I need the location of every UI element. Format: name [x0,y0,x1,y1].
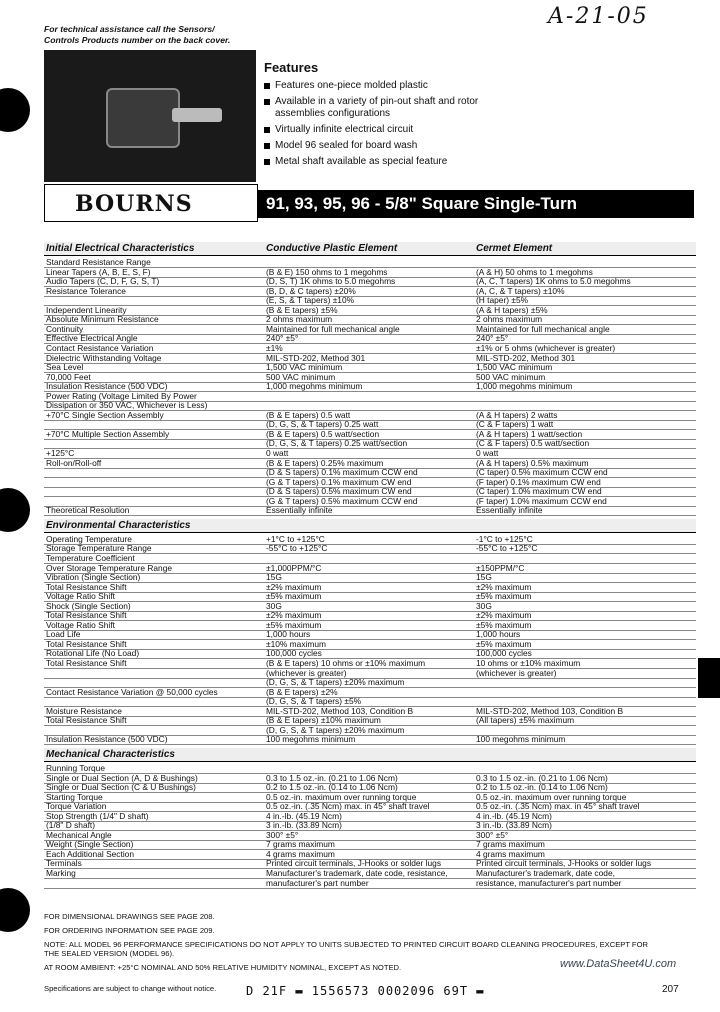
conductive-plastic-value: 1,000 hours [266,629,311,640]
spec-parameter: (1/8" D shaft) [46,820,96,831]
spec-parameter: Contact Resistance Variation @ 50,000 cycles [46,686,218,697]
cermet-value: 4 grams maximum [476,848,545,859]
feature-item: Virtually infinite electrical circuit [264,124,484,136]
conductive-plastic-value: manufacturer's part number [266,877,369,888]
conductive-plastic-value: Essentially infinite [266,505,333,516]
cermet-value: 500 VAC minimum [476,371,546,382]
feature-item: Available in a variety of pin-out shaft and rotor assemblies configurations [264,96,484,120]
footer-barcode-text: D 21F ▬ 1556573 0002096 69T ▬ [246,984,485,998]
conductive-plastic-value: (D, G, S, & T tapers) 0.25 watt/section [266,438,408,449]
spec-parameter: Insulation Resistance (500 VDC) [46,734,168,745]
spec-parameter: Total Resistance Shift [46,610,127,621]
conductive-plastic-value: 15G [266,572,282,583]
cermet-value: resistance, manufacturer's part number [476,877,622,888]
conductive-plastic-value: (B & E tapers) 10 ohms or ±10% maximum [266,658,426,668]
cermet-value: (whichever is greater) [476,667,557,678]
conductive-plastic-value: (G & T tapers) 0.5% maximum CCW end [266,495,418,506]
conductive-plastic-value: 4 grams maximum [266,848,335,859]
footnote: Specifications are subject to change without notice. [44,984,217,993]
conductive-plastic-value: (B & E tapers) 0.25% maximum [266,457,384,468]
cermet-value: (A & H) 50 ohms to 1 megohms [476,266,593,277]
conductive-plastic-value: 0 watt [266,448,289,458]
spec-parameter: Contact Resistance Variation [46,342,154,353]
conductive-plastic-value: ±2% maximum [266,581,322,592]
cermet-value: (C taper) 0.5% maximum CCW end [476,467,608,478]
conductive-plastic-value: 30G [266,600,282,611]
conductive-plastic-value: (B, D, & C tapers) ±20% [266,285,356,296]
conductive-plastic-value: (B & E tapers) ±10% maximum [266,715,381,726]
conductive-plastic-value: Printed circuit terminals, J-Hooks or solder lugs [266,858,442,869]
cermet-value: (H taper) ±5% [476,295,529,306]
cermet-value: 2 ohms maximum [476,314,543,325]
cermet-value: 30G [476,600,492,611]
spec-parameter: Independent Linearity [46,304,127,315]
spec-parameter: Operating Temperature [46,533,132,544]
electrical-heading-label: Initial Electrical Characteristics [46,243,195,254]
spec-parameter: Moisture Resistance [46,705,122,716]
spec-parameter: Weight (Single Section) [46,839,134,850]
cermet-value: ±150PPM/°C [476,562,525,573]
cermet-value: 3 in.-lb. (33.89 Ncm) [476,820,552,831]
cermet-value: Manufacturer's trademark, date code, [476,868,615,878]
spec-parameter: Running Torque [46,762,105,773]
conductive-plastic-value: 500 VAC minimum [266,371,336,382]
cermet-value: 1,000 megohms minimum [476,381,573,392]
cermet-value: (A & H tapers) 0.5% maximum [476,457,589,468]
conductive-plastic-value: Manufacturer's trademark, date code, resistance, [266,868,448,878]
spec-parameter: +70°C Single Section Assembly [46,409,164,420]
conductive-plastic-value: 2 ohms maximum [266,314,333,325]
cermet-value: 7 grams maximum [476,839,545,850]
spec-parameter: Resistance Tolerance [46,285,126,296]
binder-hole-bottom [0,888,30,932]
cermet-value: ±2% maximum [476,610,532,621]
cermet-value: 0.5 oz.-in. maximum over running torque [476,791,627,802]
cermet-value: (A & H tapers) 2 watts [476,409,558,420]
spec-parameter: Absolute Minimum Resistance [46,314,159,325]
conductive-plastic-value: MIL-STD-202, Method 103, Condition B [266,705,414,716]
spec-parameter: +125°C [46,448,75,458]
spec-parameter: Roll-on/Roll-off [46,457,102,468]
cermet-value: ±5% maximum [476,638,532,649]
conductive-plastic-value: ±5% maximum [266,619,322,630]
conductive-plastic-value: (B & E tapers) 0.5 watt/section [266,428,380,439]
cermet-value: ±5% maximum [476,591,532,602]
conductive-plastic-value: 0.2 to 1.5 oz.-in. (0.14 to 1.06 Ncm) [266,782,398,793]
spec-parameter: Voltage Ratio Shift [46,591,115,602]
spec-parameter: Continuity [46,323,84,334]
conductive-plastic-value: ±1,000PPM/°C [266,562,322,573]
assistance-note: For technical assistance call the Sensors/ Controls Products number on the back cover. [44,24,231,45]
cermet-value: Essentially infinite [476,505,543,516]
cermet-value: (C & F tapers) 1 watt [476,419,554,430]
spec-parameter: Torque Variation [46,801,107,812]
spec-parameter: 70,000 Feet [46,371,91,382]
cermet-value: 10 ohms or ±10% maximum [476,658,581,668]
cermet-value: 100 megohms minimum [476,734,566,745]
feature-item: Model 96 sealed for board wash [264,140,484,152]
conductive-plastic-value: (B & E tapers) ±2% [266,686,338,697]
spec-parameter: Dielectric Withstanding Voltage [46,352,162,363]
cermet-value: 240° ±5° [476,333,509,344]
potentiometer-body [106,88,180,148]
cermet-value: 0.2 to 1.5 oz.-in. (0.14 to 1.06 Ncm) [476,782,608,793]
spec-parameter: Over Storage Temperature Range [46,562,173,573]
conductive-plastic-value: Maintained for full mechanical angle [266,323,400,334]
spec-parameter: +70°C Multiple Section Assembly [46,428,170,439]
conductive-plastic-value: ±10% maximum [266,638,326,649]
cermet-value: ±1% or 5 ohms (whichever is greater) [476,342,616,353]
spec-parameter: Single or Dual Section (A, D & Bushings) [46,772,198,783]
product-title: 91, 93, 95, 96 - 5/8" Square Single-Turn [258,190,694,218]
cermet-value: (C & F tapers) 0.5 watt/section [476,438,590,449]
spec-parameter: Standard Resistance Range [46,257,151,267]
spec-parameter: Dissipation or 350 VAC, Whichever is Less) [46,400,208,411]
footnote: FOR DIMENSIONAL DRAWINGS SEE PAGE 208. [44,912,215,921]
product-photo [44,50,256,182]
spec-parameter: Total Resistance Shift [46,581,127,592]
conductive-plastic-value: 1,000 megohms minimum [266,381,363,392]
spec-parameter: Insulation Resistance (500 VDC) [46,381,168,392]
spec-row [44,734,696,745]
conductive-plastic-value: 0.5 oz.-in. (.35 Ncm) max. in 45° shaft travel [266,801,430,812]
cermet-value: Printed circuit terminals, J-Hooks or solder lugs [476,858,652,869]
footnote: FOR ORDERING INFORMATION SEE PAGE 209. [44,926,215,935]
footnote: NOTE: ALL MODEL 96 PERFORMANCE SPECIFICATIONS DO NOT APPLY TO UNITS SUBJECTED TO PRINTED CIRCUIT BOARD CLEANING PROCEDURES, EXCEPT FOR THE SEALED VERSION (MODEL 96). [44,940,648,958]
cermet-value: ±5% maximum [476,619,532,630]
spec-parameter: Single or Dual Section (C & U Bushings) [46,782,196,793]
spec-parameter: Voltage Ratio Shift [46,619,115,630]
conductive-plastic-value: (whichever is greater) [266,667,347,678]
cermet-value: (A & H tapers) ±5% [476,304,548,315]
mechanical-section-heading [44,748,696,762]
conductive-plastic-value: ±1% [266,342,283,353]
spec-parameter: Power Rating (Voltage Limited By Power [46,390,197,401]
spec-parameter: Load Life [46,629,81,640]
conductive-plastic-value: 7 grams maximum [266,839,335,850]
spec-parameter: Sea Level [46,362,84,373]
features-heading: Features [264,60,319,75]
conductive-plastic-value: +1°C to +125°C [266,533,325,544]
spec-parameter: Mechanical Angle [46,829,112,840]
cermet-column-header: Cermet Element [476,243,553,254]
spec-parameter: Terminals [46,858,82,869]
spec-parameter: Starting Torque [46,791,103,802]
page-number: 207 [662,984,679,995]
conductive-plastic-value: (D, G, S, & T tapers) ±20% maximum [266,677,405,688]
spec-row [44,878,696,889]
spec-parameter: Vibration (Single Section) [46,572,141,583]
watermark: www.DataSheet4U.com [560,958,677,970]
cermet-value: (C taper) 1.0% maximum CW end [476,486,602,497]
conductive-plastic-value: (D, G, S, & T tapers) ±20% maximum [266,724,405,735]
cermet-value: 300° ±5° [476,829,509,840]
cermet-value: ±2% maximum [476,581,532,592]
cermet-value: -55°C to +125°C [476,543,538,554]
spec-parameter: Each Additional Section [46,848,134,859]
conductive-plastic-value: (E, S, & T tapers) ±10% [266,295,355,306]
spec-parameter: Total Resistance Shift [46,658,127,668]
feature-item: Metal shaft available as special feature [264,156,484,168]
spec-parameter: Stop Strength (1/4" D shaft) [46,810,149,821]
spec-parameter: Theoretical Resolution [46,505,130,516]
binder-hole-top [0,88,30,132]
conductive-plastic-column-header: Conductive Plastic Element [266,243,398,254]
spec-parameter: Total Resistance Shift [46,638,127,649]
conductive-plastic-value: 100,000 cycles [266,648,322,659]
conductive-plastic-value: 3 in.-lb. (33.89 Ncm) [266,820,342,831]
cermet-value: 0.5 oz.-in. (.35 Ncm) max. in 45° shaft travel [476,801,640,812]
conductive-plastic-value: 300° ±5° [266,829,299,840]
bourns-logo: BOURNS [75,191,193,217]
handwritten-date: A-21-05 [548,4,649,29]
conductive-plastic-value: (D & S tapers) 0.5% maximum CW end [266,486,412,497]
mechanical-heading-label: Mechanical Characteristics [46,748,175,760]
conductive-plastic-value: (D & S tapers) 0.1% maximum CCW end [266,467,418,478]
cermet-value: 1,000 hours [476,629,521,640]
cermet-value: 4 in.-lb. (45.19 Ncm) [476,810,552,821]
spec-parameter: Marking [46,868,76,878]
conductive-plastic-value: (B & E) 150 ohms to 1 megohms [266,266,388,277]
conductive-plastic-value: (G & T tapers) 0.1% maximum CW end [266,476,412,487]
section-tab-mark [698,658,720,698]
spec-parameter: Rotational Life (No Load) [46,648,140,659]
cermet-value: MIL-STD-202, Method 301 [476,352,576,363]
spec-parameter: Audio Tapers (C, D, F, G, S, T) [46,276,160,287]
conductive-plastic-value: 0.5 oz.-in. maximum over running torque [266,791,417,802]
spec-parameter: Total Resistance Shift [46,715,127,726]
binder-hole-middle [0,488,30,532]
cermet-value: (A, C, & T tapers) ±10% [476,285,565,296]
spec-parameter: Linear Tapers (A, B, E, S, F) [46,266,151,277]
conductive-plastic-value: ±5% maximum [266,591,322,602]
conductive-plastic-value: MIL-STD-202, Method 301 [266,352,366,363]
environmental-heading-label: Environmental Characteristics [46,519,191,531]
conductive-plastic-value: 240° ±5° [266,333,299,344]
electrical-section-heading [44,242,696,256]
potentiometer-shaft [172,108,222,122]
spec-parameter: Shock (Single Section) [46,600,131,611]
conductive-plastic-value: -55°C to +125°C [266,543,328,554]
footnote: AT ROOM AMBIENT: +25°C NOMINAL AND 50% RELATIVE HUMIDITY NOMINAL, EXCEPT AS NOTED. [44,963,402,972]
conductive-plastic-value: (D, G, S, & T tapers) 0.25 watt [266,419,379,430]
conductive-plastic-value: ±2% maximum [266,610,322,621]
conductive-plastic-value: 100 megohms minimum [266,734,356,745]
cermet-value: 1,500 VAC minimum [476,362,553,373]
spec-row [44,505,696,516]
spec-parameter: Effective Electrical Angle [46,333,138,344]
feature-item: Features one-piece molded plastic [264,80,484,92]
conductive-plastic-value: (D, S, T) 1K ohms to 5.0 megohms [266,276,396,287]
spec-parameter: Storage Temperature Range [46,543,152,554]
conductive-plastic-value: 1,500 VAC minimum [266,362,343,373]
features-list [264,80,484,172]
cermet-value: 15G [476,572,492,583]
cermet-value: (A & H tapers) 1 watt/section [476,428,583,439]
cermet-value: 0 watt [476,448,499,458]
cermet-value: (F taper) 0.1% maximum CW end [476,476,601,487]
cermet-value: -1°C to +125°C [476,533,533,544]
cermet-value: 0.3 to 1.5 oz.-in. (0.21 to 1.06 Ncm) [476,772,608,783]
cermet-value: Maintained for full mechanical angle [476,323,610,334]
conductive-plastic-value: (B & E tapers) 0.5 watt [266,409,351,420]
cermet-value: (A, C, T tapers) 1K ohms to 5.0 megohms [476,276,631,287]
cermet-value: MIL-STD-202, Method 103, Condition B [476,705,624,716]
spec-parameter: Temperature Coefficient [46,552,135,563]
environmental-section-heading [44,519,696,533]
conductive-plastic-value: (D, G, S, & T tapers) ±5% [266,696,362,707]
logo-box [44,184,258,222]
cermet-value: (F taper) 1.0% maximum CCW end [476,495,607,506]
conductive-plastic-value: (B & E tapers) ±5% [266,304,338,315]
cermet-value: (All tapers) ±5% maximum [476,715,575,726]
cermet-value: 100,000 cycles [476,648,532,659]
conductive-plastic-value: 4 in.-lb. (45.19 Ncm) [266,810,342,821]
conductive-plastic-value: 0.3 to 1.5 oz.-in. (0.21 to 1.06 Ncm) [266,772,398,783]
